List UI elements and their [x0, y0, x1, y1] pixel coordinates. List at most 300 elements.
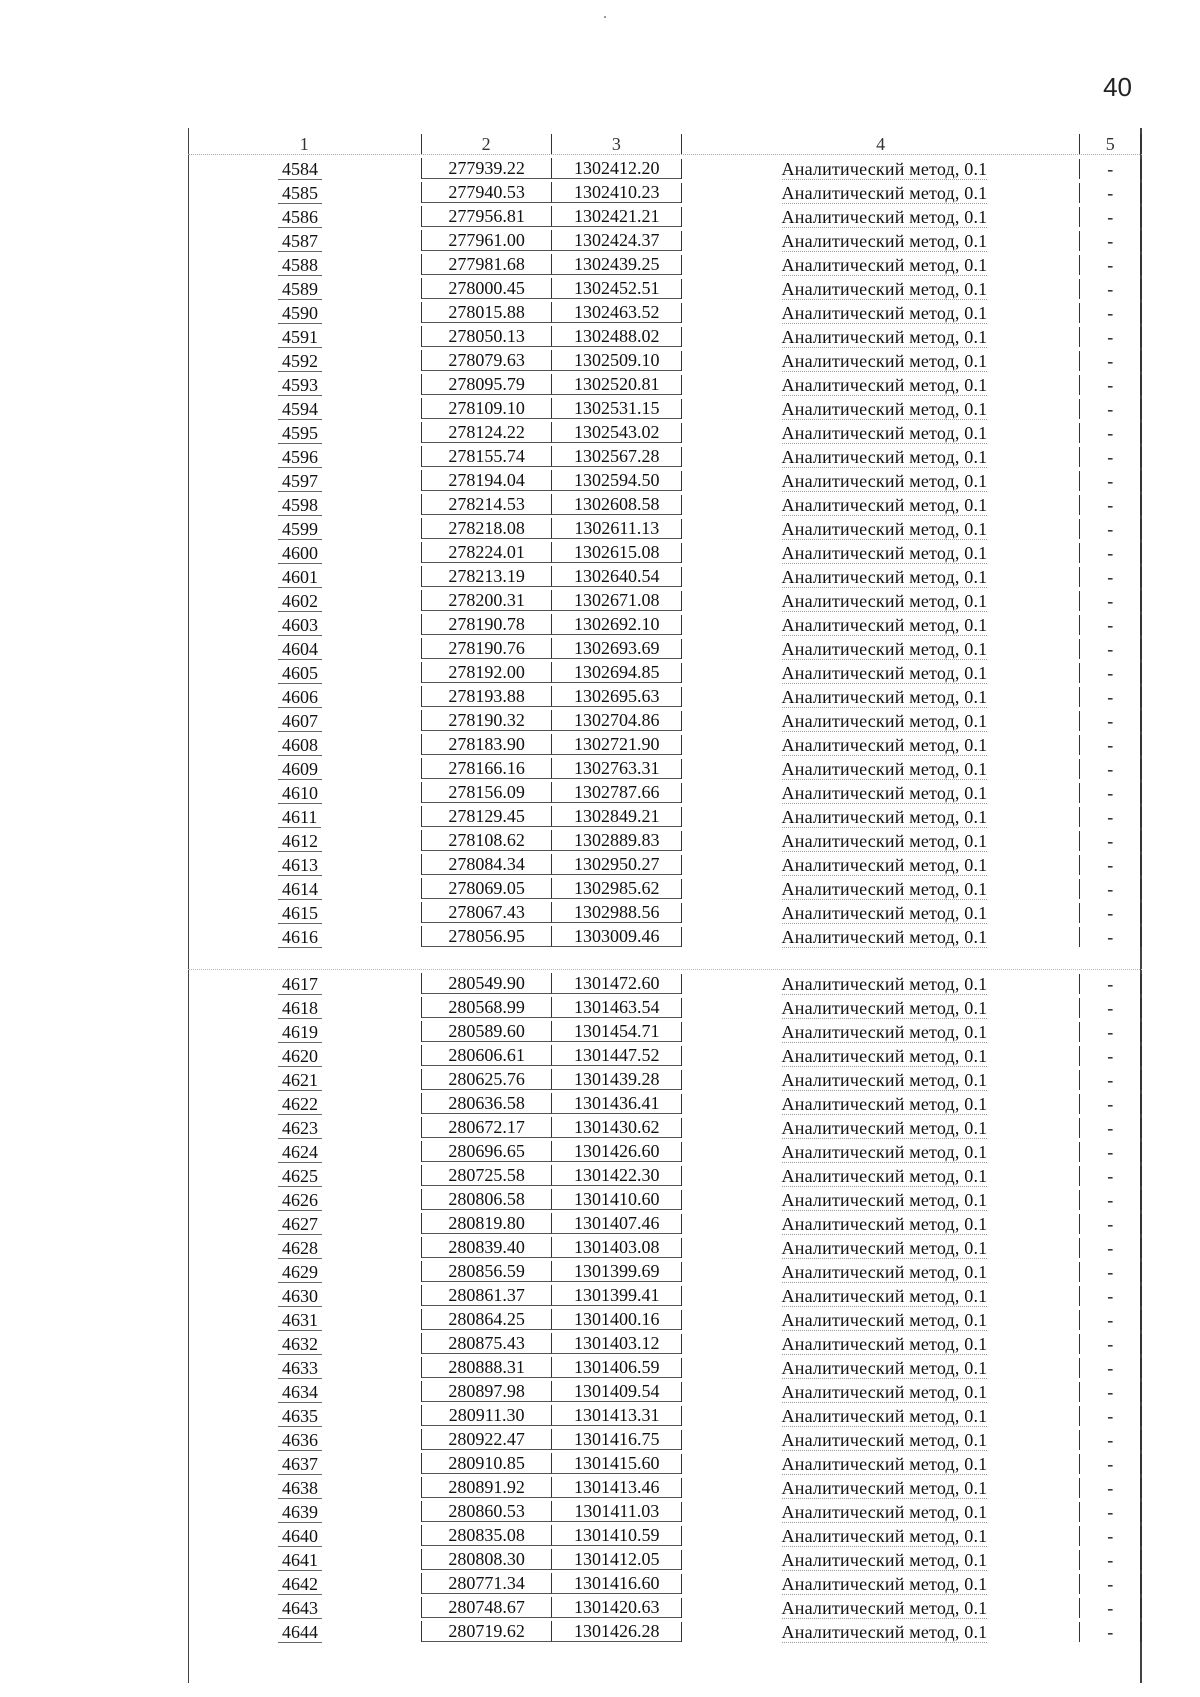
method-accuracy: Аналитический метод, 0.1 [781, 543, 988, 563]
point-number: 4639 [278, 1502, 322, 1523]
point-number-cell [188, 375, 421, 395]
note: - [1107, 903, 1114, 923]
note: - [1107, 255, 1114, 275]
note: - [1107, 1286, 1114, 1306]
method-accuracy-cell [681, 1502, 1079, 1522]
method-accuracy-cell [681, 543, 1079, 563]
coordinate-x: 278156.09 [448, 782, 525, 802]
coordinate-y-cell [551, 182, 681, 203]
coordinate-x: 278015.88 [448, 302, 525, 322]
method-accuracy: Аналитический метод, 0.1 [781, 1286, 988, 1306]
coordinate-x: 278166.16 [448, 758, 525, 778]
method-accuracy-cell [681, 1310, 1079, 1330]
coordinate-y-cell [551, 1621, 681, 1642]
coordinate-x-cell [421, 1165, 551, 1186]
method-accuracy: Аналитический метод, 0.1 [781, 1166, 988, 1186]
method-accuracy-cell [681, 879, 1079, 899]
note: - [1107, 1334, 1114, 1354]
method-accuracy: Аналитический метод, 0.1 [781, 351, 988, 371]
table-row [188, 1522, 1142, 1546]
coordinate-y: 1301415.60 [574, 1453, 660, 1473]
method-accuracy-cell [681, 1478, 1079, 1498]
coordinate-y-cell [551, 158, 681, 179]
note-cell [1079, 375, 1142, 395]
method-accuracy-cell [681, 447, 1079, 467]
coordinate-y-cell [551, 1189, 681, 1210]
note-cell [1079, 903, 1142, 923]
table-row [188, 803, 1142, 827]
coordinate-y: 1302520.81 [574, 374, 660, 394]
coordinate-x: 280860.53 [448, 1501, 525, 1521]
point-number: 4633 [278, 1358, 322, 1379]
point-number-cell [188, 998, 421, 1018]
point-number: 4607 [278, 711, 322, 732]
method-accuracy-cell [681, 1454, 1079, 1474]
coordinate-y: 1301399.41 [574, 1285, 660, 1305]
coordinate-x-cell [421, 590, 551, 611]
coordinate-y: 1302988.56 [574, 902, 660, 922]
point-number: 4601 [278, 567, 322, 588]
coordinate-x-cell [421, 830, 551, 851]
note-cell [1079, 1142, 1142, 1162]
coordinate-x-cell [421, 1525, 551, 1546]
method-accuracy: Аналитический метод, 0.1 [781, 231, 988, 251]
coordinate-x-cell [421, 1621, 551, 1642]
coordinate-y: 1302594.50 [574, 470, 660, 490]
note: - [1107, 927, 1114, 947]
method-accuracy: Аналитический метод, 0.1 [781, 1022, 988, 1042]
coordinate-y: 1301407.46 [574, 1213, 660, 1233]
table-section-b [188, 970, 1142, 1642]
point-number: 4624 [278, 1142, 322, 1163]
point-number: 4636 [278, 1430, 322, 1451]
method-accuracy: Аналитический метод, 0.1 [781, 471, 988, 491]
note-cell [1079, 1622, 1142, 1642]
method-accuracy-cell [681, 1574, 1079, 1594]
note-cell [1079, 447, 1142, 467]
point-number: 4627 [278, 1214, 322, 1235]
coordinate-x: 278069.05 [448, 878, 525, 898]
table-row [188, 1138, 1142, 1162]
method-accuracy-cell [681, 495, 1079, 515]
point-number-cell [188, 879, 421, 899]
table-row [188, 1546, 1142, 1570]
coordinate-x: 280819.80 [448, 1213, 525, 1233]
table-section-a [188, 155, 1142, 947]
coordinate-y-cell [551, 254, 681, 275]
method-accuracy: Аналитический метод, 0.1 [781, 303, 988, 323]
page-number: 40 [1103, 72, 1132, 102]
coordinate-x-cell [421, 326, 551, 347]
table-row [188, 659, 1142, 683]
coordinate-y-cell [551, 878, 681, 899]
coordinate-x-cell [421, 1381, 551, 1402]
point-number: 4623 [278, 1118, 322, 1139]
note: - [1107, 159, 1114, 179]
point-number-cell [188, 1022, 421, 1042]
note: - [1107, 1406, 1114, 1426]
coordinate-x: 278190.76 [448, 638, 525, 658]
note-cell [1079, 519, 1142, 539]
table-row [188, 1354, 1142, 1378]
coordinate-x: 280636.58 [448, 1093, 525, 1113]
method-accuracy: Аналитический метод, 0.1 [781, 327, 988, 347]
coordinate-y-cell [551, 830, 681, 851]
note-cell [1079, 1406, 1142, 1426]
note: - [1107, 1454, 1114, 1474]
method-accuracy-cell [681, 375, 1079, 395]
method-accuracy-cell [681, 1526, 1079, 1546]
point-number-cell [188, 519, 421, 539]
coordinate-x: 277939.22 [448, 158, 525, 178]
method-accuracy-cell [681, 927, 1079, 947]
note-cell [1079, 423, 1142, 443]
method-accuracy-cell [681, 519, 1079, 539]
point-number: 4584 [278, 159, 322, 180]
method-accuracy: Аналитический метод, 0.1 [781, 567, 988, 587]
note-cell [1079, 1502, 1142, 1522]
table-row [188, 1210, 1142, 1234]
coordinate-y: 1301436.41 [574, 1093, 660, 1113]
coordinate-x: 278214.53 [448, 494, 525, 514]
note-cell [1079, 759, 1142, 779]
point-number-cell [188, 1094, 421, 1114]
point-number: 4605 [278, 663, 322, 684]
note-cell [1079, 1094, 1142, 1114]
coordinate-y: 1302787.66 [574, 782, 660, 802]
table-row [188, 587, 1142, 611]
note: - [1107, 998, 1114, 1018]
note: - [1107, 1622, 1114, 1642]
note: - [1107, 543, 1114, 563]
coordinate-x-cell [421, 1189, 551, 1210]
coordinates-table [188, 128, 1142, 1642]
table-row [188, 563, 1142, 587]
coordinate-x-cell [421, 686, 551, 707]
point-number-cell [188, 855, 421, 875]
method-accuracy-cell [681, 1070, 1079, 1090]
note: - [1107, 1022, 1114, 1042]
note: - [1107, 207, 1114, 227]
coordinate-x-cell [421, 158, 551, 179]
table-row [188, 731, 1142, 755]
note: - [1107, 687, 1114, 707]
point-number: 4606 [278, 687, 322, 708]
point-number-cell [188, 759, 421, 779]
coordinate-y-cell [551, 686, 681, 707]
coordinate-y: 1302671.08 [574, 590, 660, 610]
coordinate-x-cell [421, 1333, 551, 1354]
coordinate-x-cell [421, 302, 551, 323]
coordinate-x: 278190.78 [448, 614, 525, 634]
table-row [188, 827, 1142, 851]
point-number-cell [188, 639, 421, 659]
table-row [188, 1618, 1142, 1642]
table-row [188, 779, 1142, 803]
point-number: 4641 [278, 1550, 322, 1571]
point-number-cell [188, 255, 421, 275]
method-accuracy: Аналитический метод, 0.1 [781, 423, 988, 443]
method-accuracy: Аналитический метод, 0.1 [781, 1526, 988, 1546]
table-row [188, 923, 1142, 947]
table-row [188, 755, 1142, 779]
table-row [188, 1258, 1142, 1282]
coordinate-x: 278124.22 [448, 422, 525, 442]
coordinate-x: 280856.59 [448, 1261, 525, 1281]
point-number: 4594 [278, 399, 322, 420]
coordinate-y: 1301406.59 [574, 1357, 660, 1377]
coordinate-x-cell [421, 973, 551, 994]
note: - [1107, 831, 1114, 851]
coordinate-y: 1302424.37 [574, 230, 660, 250]
method-accuracy: Аналитический метод, 0.1 [781, 1406, 988, 1426]
coordinate-x-cell [421, 1405, 551, 1426]
point-number-cell [188, 303, 421, 323]
point-number-cell [188, 1334, 421, 1354]
coordinate-y: 1302693.69 [574, 638, 660, 658]
coordinate-x-cell [421, 902, 551, 923]
coordinate-x-cell [421, 1021, 551, 1042]
table-row [188, 1042, 1142, 1066]
method-accuracy-cell [681, 1598, 1079, 1618]
coordinate-y: 1302695.63 [574, 686, 660, 706]
coordinate-y-cell [551, 710, 681, 731]
method-accuracy: Аналитический метод, 0.1 [781, 159, 988, 179]
coordinate-x-cell [421, 1309, 551, 1330]
point-number-cell [188, 831, 421, 851]
coordinate-x-cell [421, 1429, 551, 1450]
coordinate-y-cell [551, 1261, 681, 1282]
coordinate-y: 1302488.02 [574, 326, 660, 346]
point-number-cell [188, 471, 421, 491]
coordinate-y: 1302950.27 [574, 854, 660, 874]
method-accuracy-cell [681, 783, 1079, 803]
method-accuracy-cell [681, 327, 1079, 347]
note-cell [1079, 1574, 1142, 1594]
method-accuracy: Аналитический метод, 0.1 [781, 1118, 988, 1138]
note: - [1107, 1094, 1114, 1114]
method-accuracy: Аналитический метод, 0.1 [781, 1622, 988, 1642]
coordinate-x: 278000.45 [448, 278, 525, 298]
coordinate-y-cell [551, 1165, 681, 1186]
note-cell [1079, 1238, 1142, 1258]
table-row [188, 899, 1142, 923]
note: - [1107, 495, 1114, 515]
method-accuracy-cell [681, 423, 1079, 443]
coordinate-y: 1302889.83 [574, 830, 660, 850]
method-accuracy-cell [681, 1286, 1079, 1306]
coordinate-y-cell [551, 1237, 681, 1258]
coordinate-x: 280910.85 [448, 1453, 525, 1473]
coordinate-y-cell [551, 1573, 681, 1594]
coordinate-x: 280808.30 [448, 1549, 525, 1569]
method-accuracy: Аналитический метод, 0.1 [781, 279, 988, 299]
point-number-cell [188, 1286, 421, 1306]
note-cell [1079, 1070, 1142, 1090]
table-row [188, 299, 1142, 323]
point-number: 4597 [278, 471, 322, 492]
table-row [188, 635, 1142, 659]
coordinate-x-cell [421, 1477, 551, 1498]
point-number: 4626 [278, 1190, 322, 1211]
method-accuracy-cell [681, 231, 1079, 251]
coordinate-y: 1301454.71 [574, 1021, 660, 1041]
method-accuracy: Аналитический метод, 0.1 [781, 1574, 988, 1594]
coordinate-x: 280922.47 [448, 1429, 525, 1449]
coordinate-x: 278056.95 [448, 926, 525, 946]
note-cell [1079, 591, 1142, 611]
note: - [1107, 567, 1114, 587]
note-cell [1079, 974, 1142, 994]
coordinate-y: 1302463.52 [574, 302, 660, 322]
method-accuracy: Аналитический метод, 0.1 [781, 831, 988, 851]
point-number: 4638 [278, 1478, 322, 1499]
point-number-cell [188, 1262, 421, 1282]
point-number: 4630 [278, 1286, 322, 1307]
point-number-cell [188, 1550, 421, 1570]
point-number: 4589 [278, 279, 322, 300]
point-number-cell [188, 567, 421, 587]
column-header-4: 4 [681, 134, 1079, 154]
method-accuracy: Аналитический метод, 0.1 [781, 998, 988, 1018]
coordinate-x-cell [421, 1117, 551, 1138]
coordinate-x: 278193.88 [448, 686, 525, 706]
note-cell [1079, 1358, 1142, 1378]
method-accuracy: Аналитический метод, 0.1 [781, 1454, 988, 1474]
note: - [1107, 1526, 1114, 1546]
coordinate-y: 1301399.69 [574, 1261, 660, 1281]
point-number-cell [188, 1046, 421, 1066]
point-number: 4642 [278, 1574, 322, 1595]
point-number-cell [188, 1574, 421, 1594]
coordinate-y-cell [551, 782, 681, 803]
method-accuracy: Аналитический метод, 0.1 [781, 519, 988, 539]
note: - [1107, 1214, 1114, 1234]
note: - [1107, 711, 1114, 731]
point-number: 4613 [278, 855, 322, 876]
point-number-cell [188, 231, 421, 251]
coordinate-y: 1302608.58 [574, 494, 660, 514]
note: - [1107, 1358, 1114, 1378]
point-number-cell [188, 783, 421, 803]
coordinate-y: 1302421.21 [574, 206, 660, 226]
coordinate-x-cell [421, 566, 551, 587]
point-number: 4609 [278, 759, 322, 780]
coordinate-x: 278192.00 [448, 662, 525, 682]
table-header-row [188, 128, 1142, 155]
table-row [188, 1018, 1142, 1042]
method-accuracy-cell [681, 831, 1079, 851]
coordinate-x-cell [421, 1213, 551, 1234]
method-accuracy-cell [681, 1550, 1079, 1570]
coordinate-y: 1302721.90 [574, 734, 660, 754]
coordinate-y-cell [551, 1429, 681, 1450]
coordinate-y-cell [551, 1597, 681, 1618]
coordinate-y-cell [551, 302, 681, 323]
note-cell [1079, 663, 1142, 683]
coordinate-x: 277940.53 [448, 182, 525, 202]
method-accuracy: Аналитический метод, 0.1 [781, 927, 988, 947]
note: - [1107, 375, 1114, 395]
coordinate-y: 1302567.28 [574, 446, 660, 466]
note: - [1107, 351, 1114, 371]
table-row [188, 467, 1142, 491]
point-number: 4618 [278, 998, 322, 1019]
point-number-cell [188, 903, 421, 923]
table-row [188, 1474, 1142, 1498]
column-header-2: 2 [421, 134, 551, 154]
coordinate-y-cell [551, 590, 681, 611]
note-cell [1079, 855, 1142, 875]
method-accuracy-cell [681, 1214, 1079, 1234]
point-number: 4644 [278, 1622, 322, 1643]
coordinate-y-cell [551, 422, 681, 443]
point-number-cell [188, 1622, 421, 1642]
point-number: 4635 [278, 1406, 322, 1427]
note-cell [1079, 1334, 1142, 1354]
coordinate-x: 278194.04 [448, 470, 525, 490]
point-number-cell [188, 1190, 421, 1210]
coordinate-y-cell [551, 326, 681, 347]
method-accuracy: Аналитический метод, 0.1 [781, 974, 988, 994]
table-row [188, 611, 1142, 635]
coordinate-y: 1302694.85 [574, 662, 660, 682]
method-accuracy-cell [681, 1094, 1079, 1114]
point-number: 4628 [278, 1238, 322, 1259]
note-cell [1079, 303, 1142, 323]
coordinate-y: 1302410.23 [574, 182, 660, 202]
coordinate-y-cell [551, 997, 681, 1018]
coordinate-x: 277981.68 [448, 254, 525, 274]
coordinate-x: 278200.31 [448, 590, 525, 610]
note-cell [1079, 231, 1142, 251]
note-cell [1079, 567, 1142, 587]
coordinate-y-cell [551, 206, 681, 227]
table-row [188, 227, 1142, 251]
table-row [188, 275, 1142, 299]
coordinate-x-cell [421, 1549, 551, 1570]
coordinate-x: 280672.17 [448, 1117, 525, 1137]
coordinate-y-cell [551, 542, 681, 563]
note-cell [1079, 1118, 1142, 1138]
coordinate-y: 1301447.52 [574, 1045, 660, 1065]
coordinate-x-cell [421, 662, 551, 683]
coordinate-y: 1301463.54 [574, 997, 660, 1017]
coordinate-x-cell [421, 926, 551, 947]
method-accuracy: Аналитический метод, 0.1 [781, 207, 988, 227]
coordinate-y: 1302412.20 [574, 158, 660, 178]
coordinate-x-cell [421, 374, 551, 395]
coordinate-x: 278050.13 [448, 326, 525, 346]
note-cell [1079, 207, 1142, 227]
coordinate-y: 1302452.51 [574, 278, 660, 298]
coordinate-y-cell [551, 1141, 681, 1162]
coordinate-x-cell [421, 806, 551, 827]
method-accuracy-cell [681, 807, 1079, 827]
note-cell [1079, 1262, 1142, 1282]
table-row [188, 1306, 1142, 1330]
table-row [188, 1162, 1142, 1186]
point-number-cell [188, 807, 421, 827]
coordinate-x-cell [421, 470, 551, 491]
coordinate-y-cell [551, 1549, 681, 1570]
method-accuracy: Аналитический метод, 0.1 [781, 807, 988, 827]
note: - [1107, 591, 1114, 611]
coordinate-y-cell [551, 1093, 681, 1114]
method-accuracy: Аналитический метод, 0.1 [781, 1358, 988, 1378]
coordinate-x-cell [421, 854, 551, 875]
note-cell [1079, 711, 1142, 731]
